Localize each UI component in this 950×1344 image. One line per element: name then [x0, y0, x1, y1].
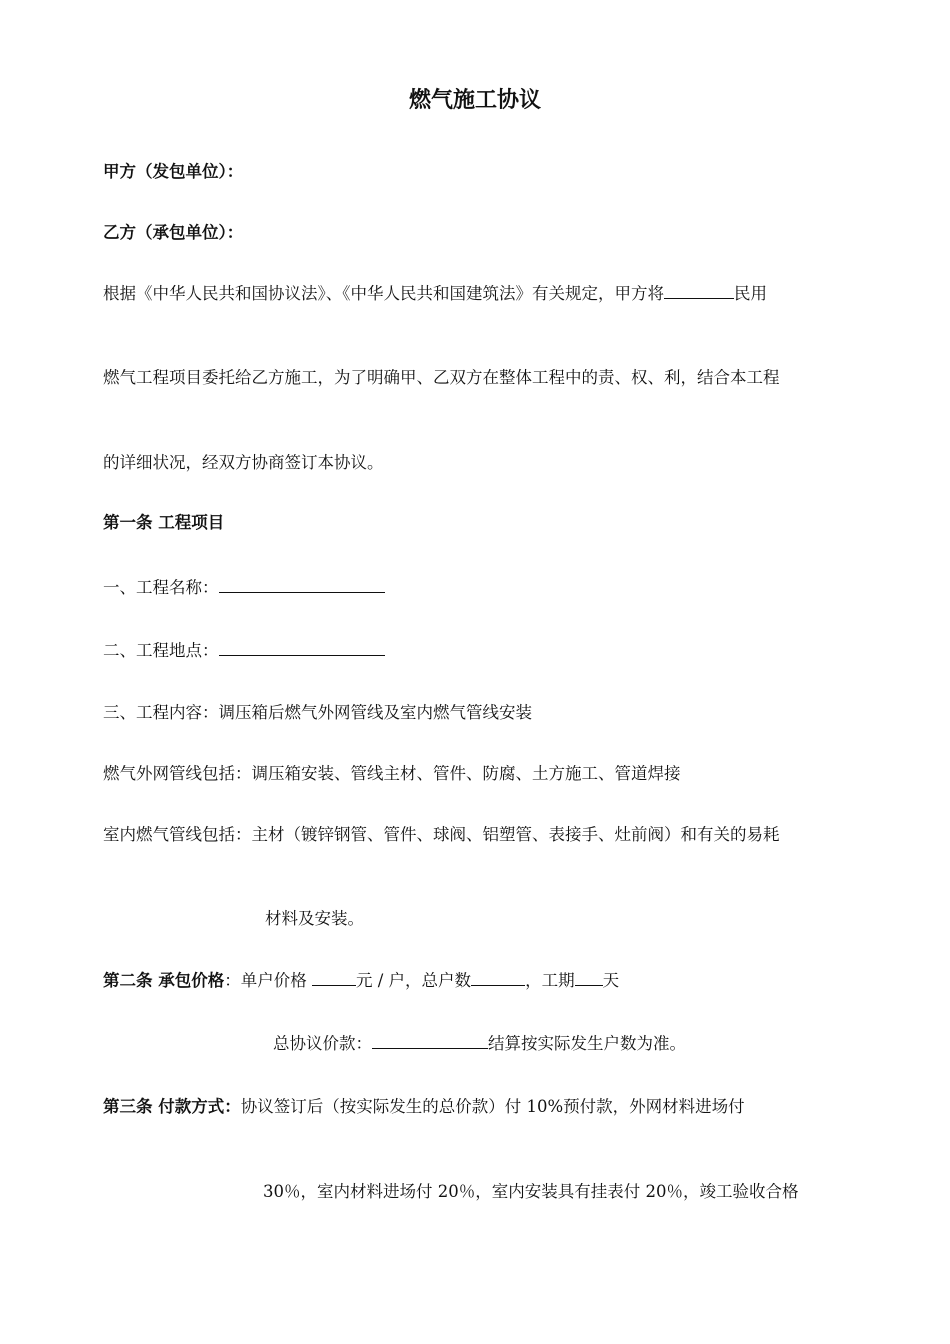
intro-line-1-end: 民用	[734, 284, 767, 303]
total-price-blank	[372, 1031, 488, 1049]
intro-line-1	[103, 281, 767, 306]
project-name-row	[103, 575, 385, 600]
outer-pipeline: 燃气外网管线包括：调压箱安装、管线主材、管件、防腐、土方施工、管道焊接	[103, 764, 681, 783]
total-price-row	[273, 1031, 686, 1056]
payment-line-2: 30％，室内材料进场付 20％，室内安装具有挂表付 20％，竣工验收合格	[263, 1182, 799, 1201]
payment-line-1: 协议签订后（按实际发生的总价款）付 10%预付款，外网材料进场付	[240, 1097, 745, 1116]
project-location-row	[103, 638, 385, 663]
days-label: 天	[602, 971, 620, 990]
unit-price-label: 单户价格	[240, 971, 312, 990]
unit-price-blank	[312, 968, 356, 986]
intro-line-1-text: 根据《中华人民共和国协议法》、《中华人民共和国建筑法》有关规定，甲方将	[103, 284, 664, 303]
article-3-heading: 第三条 付款方式：	[103, 1097, 241, 1116]
document-title: 燃气施工协议	[408, 87, 541, 113]
indoor-pipeline-line-2: 材料及安装。	[265, 909, 364, 928]
project-location-blank	[219, 638, 385, 656]
party-b-label: 乙方（承包单位）：	[103, 223, 244, 242]
article-2-colon: ：	[224, 971, 241, 990]
project-location-label: 二、工程地点：	[103, 641, 219, 660]
unit-label: 元 / 户，总户数	[356, 971, 472, 990]
party-a-label: 甲方（发包单位）：	[103, 162, 244, 181]
period-blank	[575, 968, 603, 986]
intro-line-3: 的详细状况，经双方协商签订本协议。	[103, 453, 384, 472]
indoor-pipeline-line-1: 室内燃气管线包括：主材（镀锌钢管、管件、球阀、铝塑管、表接手、灶前阀）和有关的易耗	[103, 825, 780, 844]
project-name-label: 一、工程名称：	[103, 578, 219, 597]
household-count-blank	[471, 968, 525, 986]
total-price-label: 总协议价款：	[273, 1034, 372, 1053]
project-content: 三、工程内容：调压箱后燃气外网管线及室内燃气管线安装	[103, 703, 532, 722]
article-2-heading: 第二条 承包价格	[103, 971, 225, 990]
article-1-heading: 第一条 工程项目	[103, 513, 225, 532]
period-label: ，工期	[525, 971, 575, 990]
article-3-row	[103, 1095, 745, 1119]
article-2-row	[103, 968, 619, 993]
project-blank	[664, 281, 734, 299]
intro-line-2: 燃气工程项目委托给乙方施工，为了明确甲、乙双方在整体工程中的责、权、利，结合本工程	[103, 368, 780, 387]
total-price-note: 结算按实际发生户数为准。	[488, 1034, 686, 1053]
project-name-blank	[219, 575, 385, 593]
